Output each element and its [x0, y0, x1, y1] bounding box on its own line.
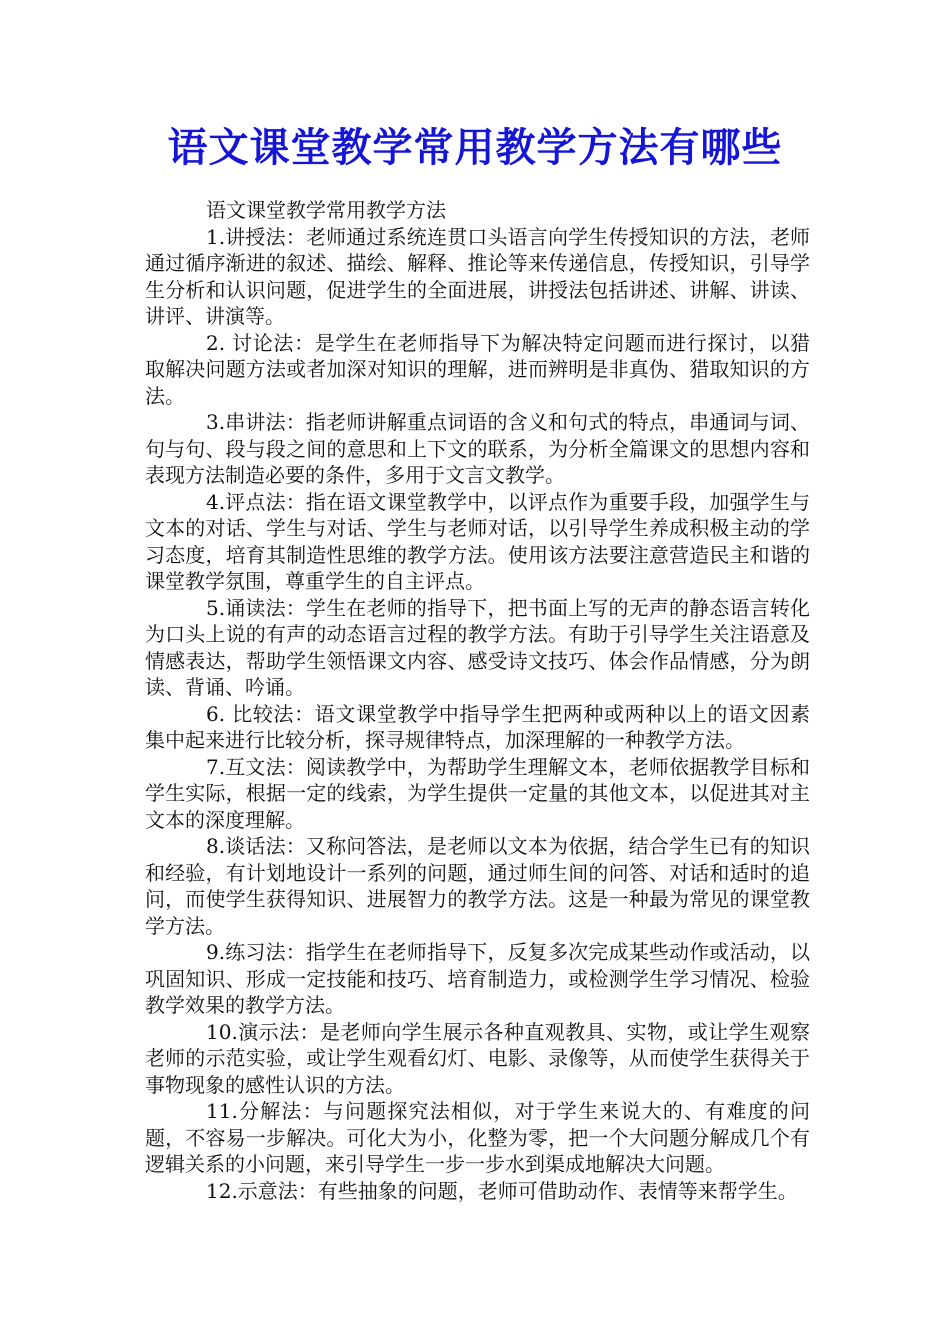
paragraph-commentary-method: 4.评点法：指在语文课堂教学中，以评点作为重要手段，加强学生与文本的对话、学生与对话、学生与老师对话，以引导学生养成积极主动的学习态度，培育其制造性思维的教学方法。使用该方法要注意营造民主和谐的课堂教学氛围，尊重学生的自主评点。: [145, 489, 810, 593]
paragraph-illustration-method: 12.示意法：有些抽象的问题，老师可借助动作、表情等来帮学生。: [206, 1178, 798, 1203]
paragraph-conversation-method: 8.谈话法：又称问答法，是老师以文本为依据，结合学生已有的知识和经验，有计划地设计一系列的问题，通过师生间的问答、对话和适时的追问，而使学生获得知识、进展智力的教学方法。这是一种最为常见的课堂教学方法。: [145, 834, 810, 938]
paragraph-lecture-method: 1.讲授法：老师通过系统连贯口头语言向学生传授知识的方法，老师通过循序渐进的叙述、描绘、解释、推论等来传递信息，传授知识，引导学生分析和认识问题，促进学生的全面进展，讲授法包括讲述、讲解、讲读、讲评、讲演等。: [145, 224, 810, 328]
document-title: 语文课堂教学常用教学方法有哪些: [167, 124, 783, 171]
document-body: [145, 197, 810, 1204]
document-subtitle: 语文课堂教学常用教学方法: [206, 198, 446, 222]
paragraph-discussion-method: 2. 讨论法：是学生在老师指导下为解决特定问题而进行探讨，以猎取解决问题方法或者加深对知识的理解，进而辨明是非真伪、猎取知识的方法。: [145, 330, 810, 408]
paragraph-demonstration-method: 10.演示法：是老师向学生展示各种直观教具、实物，或让学生观察老师的示范实验，或让学生观看幻灯、电影、录像等，从而使学生获得关于事物现象的感性认识的方法。: [145, 1019, 810, 1097]
paragraph-practice-method: 9.练习法：指学生在老师指导下，反复多次完成某些动作或活动，以巩固知识、形成一定技能和技巧、培育制造力，或检测学生学习情况、检验教学效果的教学方法。: [145, 940, 810, 1017]
paragraph-recitation-method: 5.诵读法：学生在老师的指导下，把书面上写的无声的静态语言转化为口头上说的有声的动态语言过程的教学方法。有助于引导学生关注语意及情感表达，帮助学生领悟课文内容、感受诗文技巧、体会作品情感，分为朗读、背诵、吟诵。: [145, 595, 810, 699]
paragraph-explication-method: 3.串讲法：指老师讲解重点词语的含义和句式的特点，串通词与词、句与句、段与段之间的意思和上下文的联系，为分析全篇课文的思想内容和表现方法制造必要的条件，多用于文言文教学。: [145, 410, 810, 487]
paragraph-comparison-method: 6. 比较法：语文课堂教学中指导学生把两种或两种以上的语文因素集中起来进行比较分析，探寻规律特点，加深理解的一种教学方法。: [145, 701, 810, 752]
paragraph-intertext-method: 7.互文法：阅读教学中，为帮助学生理解文本，老师依据教学目标和学生实际，根据一定的线索，为学生提供一定量的其他文本，以促进其对主文本的深度理解。: [145, 754, 810, 832]
paragraph-decomposition-method: 11.分解法：与问题探究法相似，对于学生来说大的、有难度的问题，不容易一步解决。可化大为小，化整为零，把一个大问题分解成几个有逻辑关系的小问题，来引导学生一步一步水到渠成地解决大问题。: [145, 1099, 810, 1176]
